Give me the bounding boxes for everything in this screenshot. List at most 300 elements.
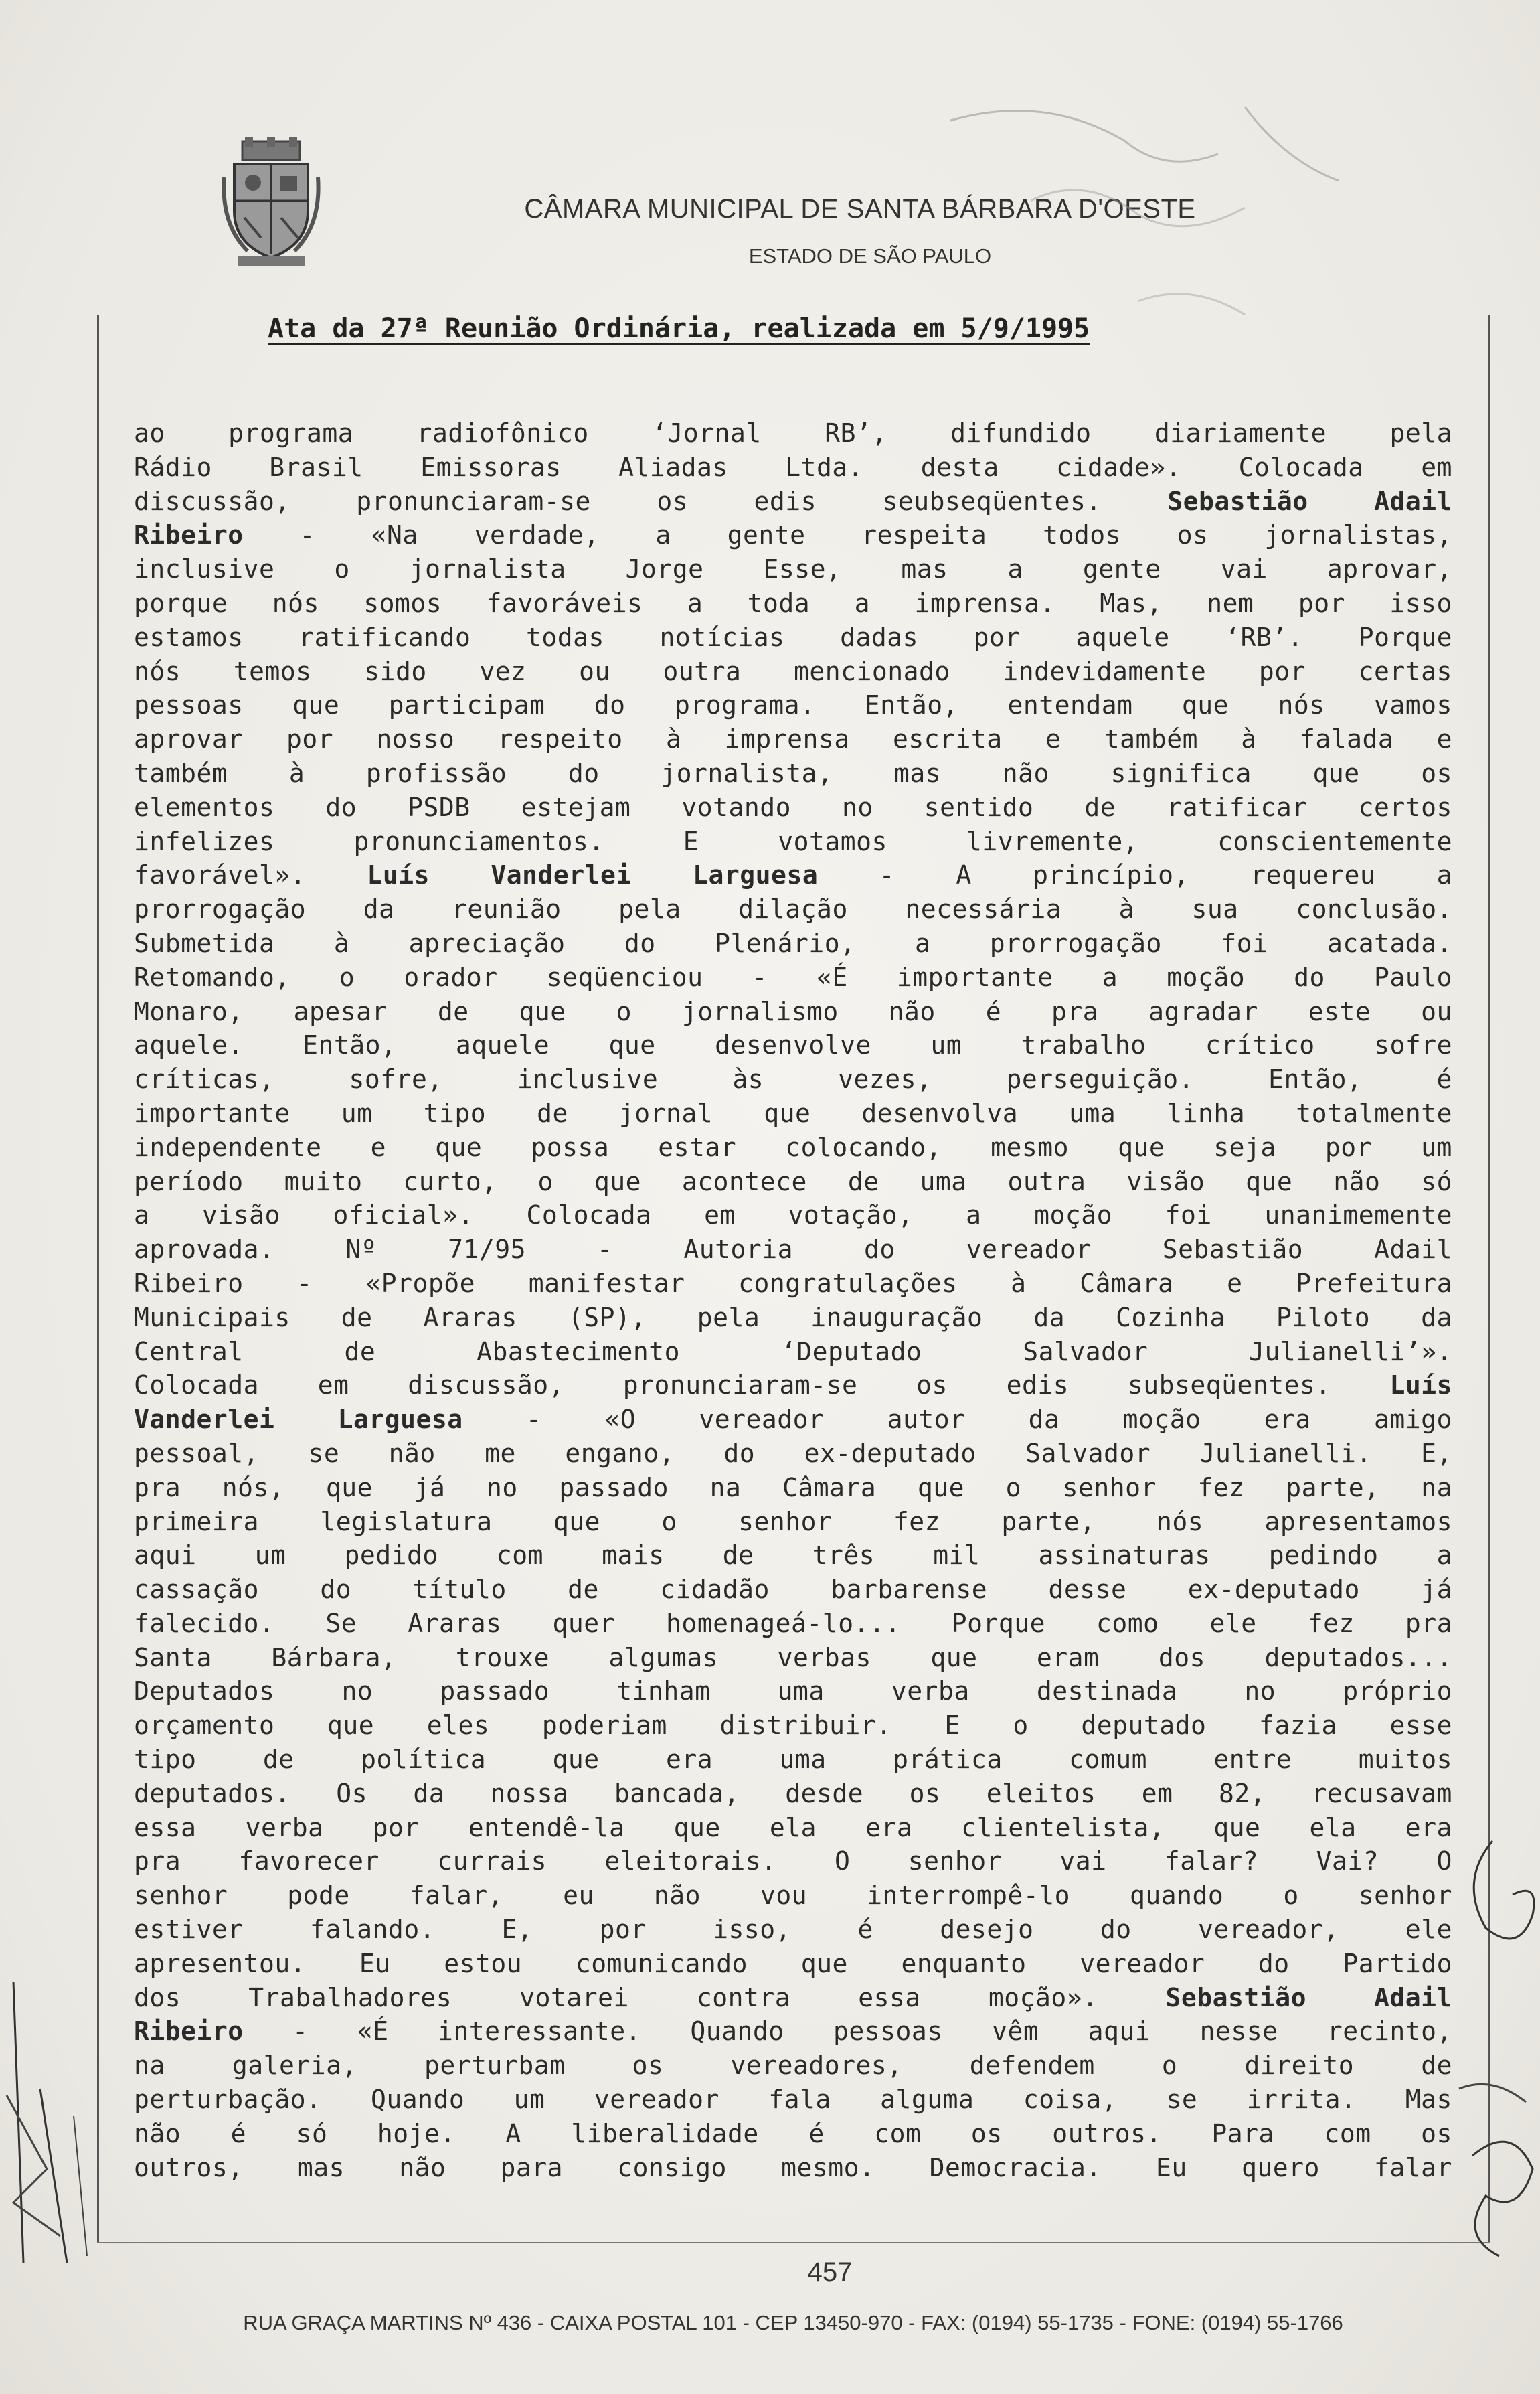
word: vez <box>479 656 527 686</box>
speaker-name-word: Vanderlei <box>491 860 632 890</box>
word: também <box>1104 724 1198 754</box>
word: estamos <box>134 622 244 652</box>
text-line <box>134 485 1452 519</box>
word: aquele. <box>134 1030 244 1060</box>
word: eleitorais. <box>604 1846 777 1877</box>
speaker-name-word: Luís <box>1389 1370 1452 1401</box>
word: gente <box>727 520 806 550</box>
speaker-name-word: Larguesa <box>337 1405 463 1435</box>
word: PSDB <box>408 792 470 822</box>
word: a <box>655 520 671 550</box>
word: Eu <box>1155 2152 1187 2182</box>
word: mas <box>901 554 948 584</box>
word: aprovar <box>134 724 244 754</box>
word: «O <box>604 1405 636 1435</box>
word: autor <box>887 1405 966 1435</box>
word: isso <box>1389 588 1452 618</box>
word: visão <box>1126 1166 1205 1196</box>
word: parte, <box>1286 1472 1380 1502</box>
word: não <box>1333 1166 1381 1196</box>
word: E <box>683 826 699 856</box>
word: o <box>1005 1472 1022 1502</box>
word: mas <box>297 2152 345 2182</box>
word: senhor <box>738 1506 833 1536</box>
word: uma <box>777 1676 825 1706</box>
word: algumas <box>608 1642 719 1672</box>
word: os <box>1421 2118 1452 2148</box>
word: Mas <box>1405 2085 1452 2115</box>
word: essa <box>858 1982 921 2012</box>
word: ele <box>1209 1608 1257 1638</box>
text-line <box>134 1471 1452 1505</box>
word: nossa <box>490 1778 569 1808</box>
word: oficial». <box>333 1200 474 1230</box>
word: este <box>1308 996 1371 1026</box>
word: congratulações <box>738 1268 958 1298</box>
word: Prefeitura <box>1296 1268 1452 1298</box>
text-line <box>134 1165 1452 1199</box>
word: Democracia. <box>929 2152 1102 2182</box>
word: entre <box>1213 1745 1292 1775</box>
word: falar, <box>409 1881 504 1911</box>
word: vêm <box>992 2016 1039 2047</box>
word: Municipais <box>134 1302 290 1332</box>
word: - <box>525 1405 542 1435</box>
word: Rádio <box>134 452 212 482</box>
speaker-name-word: Ribeiro <box>134 2016 244 2047</box>
word: cidadão <box>660 1575 770 1605</box>
word: porque <box>134 588 228 618</box>
word: subseqüentes. <box>1127 1370 1331 1401</box>
word: é <box>985 996 1002 1026</box>
word: e <box>1045 724 1061 754</box>
word: reunião <box>451 894 562 925</box>
word: Sebastião <box>1162 1234 1304 1265</box>
text-line <box>134 1981 1452 2015</box>
text-line <box>134 1097 1452 1131</box>
word: por <box>1324 1132 1373 1162</box>
word: de <box>1421 2051 1452 2081</box>
word: que <box>673 1812 721 1842</box>
word: os <box>909 1778 941 1808</box>
word: fazia <box>1258 1710 1337 1741</box>
word: na <box>1421 1472 1452 1502</box>
word: é <box>1436 1064 1452 1095</box>
word: requereu <box>1250 860 1376 890</box>
word: um <box>930 1030 962 1060</box>
word: a <box>1436 860 1452 890</box>
word: Salvador <box>1023 1336 1148 1366</box>
word: os <box>657 486 689 516</box>
word: importante <box>896 962 1053 992</box>
word: deputados. <box>134 1778 290 1808</box>
word: engano, <box>565 1438 675 1468</box>
word: que <box>594 1166 641 1196</box>
word: conscientemente <box>1217 826 1452 856</box>
word: o <box>537 1166 553 1196</box>
text-line <box>134 1573 1452 1607</box>
word: Câmara <box>782 1472 877 1502</box>
word: próprio <box>1343 1676 1452 1706</box>
word: quer <box>552 1608 616 1638</box>
word: do <box>1294 962 1325 992</box>
word: bancada, <box>614 1778 740 1808</box>
word: desejo <box>940 1915 1034 1945</box>
text-line <box>134 1131 1452 1165</box>
word: pode <box>287 1881 350 1911</box>
word: fez <box>1197 1472 1245 1502</box>
text-line <box>134 961 1452 995</box>
word: Submetida <box>134 928 275 958</box>
word: a <box>1436 1540 1452 1571</box>
text-line <box>134 1777 1452 1811</box>
word: um <box>341 1098 373 1128</box>
word: Autoria <box>683 1234 793 1265</box>
word: uma <box>779 1745 827 1775</box>
word: Colocada <box>134 1370 260 1401</box>
word: Araras <box>408 1608 502 1638</box>
word: era <box>1405 1812 1452 1842</box>
word: ou <box>579 656 610 686</box>
word: é <box>230 2118 247 2148</box>
word: ‘Jornal <box>652 418 762 448</box>
word: legislatura <box>320 1506 493 1536</box>
word: participam <box>388 690 545 720</box>
word: foi <box>1165 1200 1212 1230</box>
word: que <box>1118 1132 1165 1162</box>
text-line <box>134 1879 1452 1913</box>
word: unanimemente <box>1264 1200 1452 1230</box>
word: de <box>568 1575 599 1605</box>
word: Julianelli’». <box>1249 1336 1452 1366</box>
word: Santa <box>134 1642 212 1672</box>
word: princípio, <box>1033 860 1189 890</box>
word: isso, <box>713 1915 792 1945</box>
word: é <box>808 2118 825 2148</box>
word: votação, <box>788 1200 914 1230</box>
word: não <box>653 1881 701 1911</box>
speaker-name-word: Sebastião <box>1165 1982 1306 2012</box>
word: os <box>970 2118 1003 2148</box>
word: poderiam <box>541 1710 667 1741</box>
word: programa <box>228 418 354 448</box>
word: Os <box>336 1778 367 1808</box>
word: pessoas <box>833 2016 943 2047</box>
word: por <box>599 1915 647 1945</box>
word: estou <box>444 1948 523 1978</box>
word: cassação <box>134 1575 260 1605</box>
word: sofre <box>1374 1030 1452 1060</box>
word: jornalista <box>409 554 566 584</box>
text-line <box>134 621 1452 655</box>
word: pedido <box>344 1540 438 1571</box>
word: a <box>687 588 703 618</box>
word: e <box>1227 1268 1243 1298</box>
word: RB’, <box>825 418 887 448</box>
word: Colocada <box>1238 452 1364 482</box>
speaker-name-word: Adail <box>1374 1982 1452 2012</box>
word: aprovada. <box>134 1234 275 1265</box>
word: desenvolve <box>715 1030 871 1060</box>
word: foi <box>1221 928 1268 958</box>
word: do <box>1100 1915 1132 1945</box>
word: apresentamos <box>1264 1506 1452 1536</box>
word: manifestar <box>528 1268 685 1298</box>
word: não <box>388 1438 436 1468</box>
word: no <box>487 1472 518 1502</box>
word: com <box>874 2118 922 2148</box>
word: em <box>1141 1778 1173 1808</box>
word: falada <box>1299 724 1394 754</box>
word: jornalista, <box>661 758 833 788</box>
word: outra <box>663 656 742 686</box>
word: visão <box>202 1200 280 1230</box>
word: verba <box>891 1676 970 1706</box>
word: pronunciaram-se <box>622 1370 858 1401</box>
word: inauguração <box>810 1302 983 1332</box>
word: recinto, <box>1327 2016 1452 2047</box>
word: perturbam <box>424 2051 566 2081</box>
word: desta <box>920 452 999 482</box>
word: não <box>888 996 936 1026</box>
text-line <box>134 451 1452 485</box>
word: por <box>973 622 1021 652</box>
word: da <box>363 894 395 925</box>
page-number: 457 <box>807 2257 853 2287</box>
word: Julianelli. <box>1199 1438 1372 1468</box>
word: Piloto <box>1276 1302 1371 1332</box>
word: linha <box>1167 1098 1246 1128</box>
word: alguma <box>880 2085 974 2115</box>
word: totalmente <box>1296 1098 1452 1128</box>
word: tipo <box>134 1745 197 1775</box>
word: o <box>334 554 350 584</box>
text-line <box>134 1335 1452 1369</box>
word: Porque <box>1358 622 1452 652</box>
word: que <box>519 996 566 1026</box>
word: jornalismo <box>681 996 839 1026</box>
word: galeria, <box>232 2051 357 2081</box>
word: A <box>505 2118 521 2148</box>
word: do <box>325 792 357 822</box>
word: sua <box>1191 894 1239 925</box>
word: eram <box>1036 1642 1100 1672</box>
text-line <box>134 1607 1452 1641</box>
word: para <box>500 2152 564 2182</box>
word: «É <box>357 2016 389 2047</box>
word: pedindo <box>1268 1540 1379 1571</box>
word: do <box>594 690 626 720</box>
word: assinaturas <box>1038 1540 1211 1571</box>
word: pra <box>134 1846 181 1877</box>
word: Então, <box>1268 1064 1363 1095</box>
word: imprensa <box>724 724 850 754</box>
text-line <box>134 1232 1452 1267</box>
word: cidade». <box>1056 452 1182 482</box>
word: somos <box>363 588 442 618</box>
word: importante <box>134 1098 290 1128</box>
word: no <box>1244 1676 1276 1706</box>
word: que <box>917 1472 965 1502</box>
word: do <box>320 1575 352 1605</box>
word: a <box>1102 962 1118 992</box>
word: ex-deputado <box>804 1438 976 1468</box>
word: tinham <box>616 1676 711 1706</box>
word: outra <box>1007 1166 1086 1196</box>
word: curto, <box>403 1166 497 1196</box>
word: passado <box>440 1676 550 1706</box>
text-line <box>134 1437 1452 1471</box>
word: pronunciamentos. <box>353 826 604 856</box>
text-line <box>134 655 1452 689</box>
institution-name: CÂMARA MUNICIPAL DE SANTA BÁRBARA D'OESTE <box>524 194 1196 224</box>
word: que <box>1213 1812 1261 1842</box>
word: defendem <box>969 2051 1095 2081</box>
left-margin-rule <box>97 315 99 2243</box>
word: que <box>930 1642 978 1672</box>
word: indevidamente <box>1003 656 1207 686</box>
text-line <box>134 756 1452 791</box>
word: na <box>709 1472 742 1502</box>
bottom-rule <box>97 2242 1490 2243</box>
word: colocando, <box>785 1132 942 1162</box>
word: deputados... <box>1264 1642 1452 1672</box>
word: independente <box>134 1132 322 1162</box>
word: o <box>1161 2051 1178 2081</box>
word: críticas, <box>134 1064 275 1095</box>
word: verba <box>245 1812 324 1842</box>
word: toda <box>747 588 810 618</box>
word: nós <box>134 656 181 686</box>
word: apreciação <box>408 928 566 958</box>
word: como <box>1096 1608 1159 1638</box>
word: no <box>842 792 873 822</box>
word: período <box>134 1166 244 1196</box>
word: todos <box>1043 520 1121 550</box>
word: a <box>854 588 871 618</box>
word: um <box>513 2085 545 2115</box>
word: sofre, <box>349 1064 443 1095</box>
word: de <box>537 1098 568 1128</box>
word: senhor <box>908 1846 1002 1877</box>
word: à <box>333 928 350 958</box>
word: o <box>339 962 355 992</box>
word: Jorge <box>625 554 704 584</box>
word: ela <box>769 1812 817 1842</box>
word: quero <box>1241 2152 1320 2182</box>
word: em <box>317 1370 349 1401</box>
word: os <box>632 2051 664 2081</box>
coat-of-arms-icon <box>221 137 321 268</box>
word: comunicando <box>575 1948 748 1978</box>
word: eles <box>426 1710 490 1741</box>
word: 71/95 <box>448 1234 526 1265</box>
word: nós <box>1156 1506 1204 1536</box>
word: pessoas <box>134 690 244 720</box>
word: essa <box>134 1812 197 1842</box>
word: liberalidade <box>571 2118 759 2148</box>
text-line <box>134 722 1452 756</box>
text-line <box>134 1062 1452 1097</box>
text-line <box>134 1301 1452 1335</box>
word: comum <box>1069 1745 1148 1775</box>
word: vezes, <box>838 1064 932 1095</box>
word: Deputados <box>134 1676 275 1706</box>
word: mencionado <box>794 656 950 686</box>
word: estejam <box>521 792 631 822</box>
text-line <box>134 552 1452 586</box>
word: sido <box>364 656 427 686</box>
word: irrita. <box>1246 2085 1357 2115</box>
word: Trabalhadores <box>248 1982 452 2012</box>
word: Colocada <box>526 1200 652 1230</box>
word: favoráveis <box>486 588 643 618</box>
minutes-title: Ata da 27ª Reunião Ordinária, realizada em 5/9/1995 <box>268 313 1090 344</box>
word: da <box>1421 1302 1452 1332</box>
word: temos <box>233 656 312 686</box>
word: também <box>134 758 228 788</box>
word: Quando <box>370 2085 465 2115</box>
word: Porque <box>951 1608 1045 1638</box>
word: pela <box>1389 418 1452 448</box>
state-name: ESTADO DE SÃO PAULO <box>748 244 992 268</box>
word: uma <box>920 1166 967 1196</box>
word: o <box>661 1506 677 1536</box>
word: vereador, <box>1198 1915 1339 1945</box>
word: pela <box>618 894 681 925</box>
word: Cozinha <box>1116 1302 1225 1332</box>
word: Esse, <box>763 554 842 584</box>
text-line <box>134 2117 1452 2151</box>
word: orador <box>404 962 498 992</box>
word: da <box>1028 1405 1060 1435</box>
word: na <box>134 2051 165 2081</box>
word: que <box>325 1472 373 1502</box>
word: Emissoras <box>420 452 562 482</box>
text-line <box>134 1811 1452 1845</box>
word: Ribeiro <box>134 1268 244 1298</box>
word: apesar <box>293 996 388 1026</box>
word: Então, <box>864 690 959 720</box>
word: não <box>134 2118 181 2148</box>
word: trabalho <box>1021 1030 1146 1060</box>
word: barbarense <box>831 1575 988 1605</box>
word: Abastecimento <box>477 1336 681 1366</box>
word: que <box>1181 690 1229 720</box>
word: moção <box>1167 962 1246 992</box>
word: e <box>1436 724 1452 754</box>
word: possa <box>531 1132 610 1162</box>
word: sentido <box>924 792 1034 822</box>
word: outros. <box>1052 2118 1162 2148</box>
word: os <box>916 1370 948 1401</box>
word: ou <box>1421 996 1452 1026</box>
word: discussão, <box>134 486 290 516</box>
word: - <box>752 962 768 992</box>
word: Bárbara, <box>271 1642 397 1672</box>
word: Então, <box>303 1030 397 1060</box>
word: perturbação. <box>134 2085 322 2115</box>
word: favorável». <box>134 860 307 890</box>
text-line <box>134 1844 1452 1879</box>
speaker-name-word: Larguesa <box>693 860 819 890</box>
word: moção <box>1122 1405 1201 1435</box>
word: mas <box>893 758 942 788</box>
word: que <box>608 1030 656 1060</box>
word: significa <box>1110 758 1252 788</box>
footer-address: RUA GRAÇA MARTINS Nº 436 - CAIXA POSTAL 101 - CEP 13450-970 - FAX: (0194) 55-1735 - FONE: (0194) 55-1766 <box>243 2311 1343 2334</box>
word: Câmara <box>1080 1268 1174 1298</box>
